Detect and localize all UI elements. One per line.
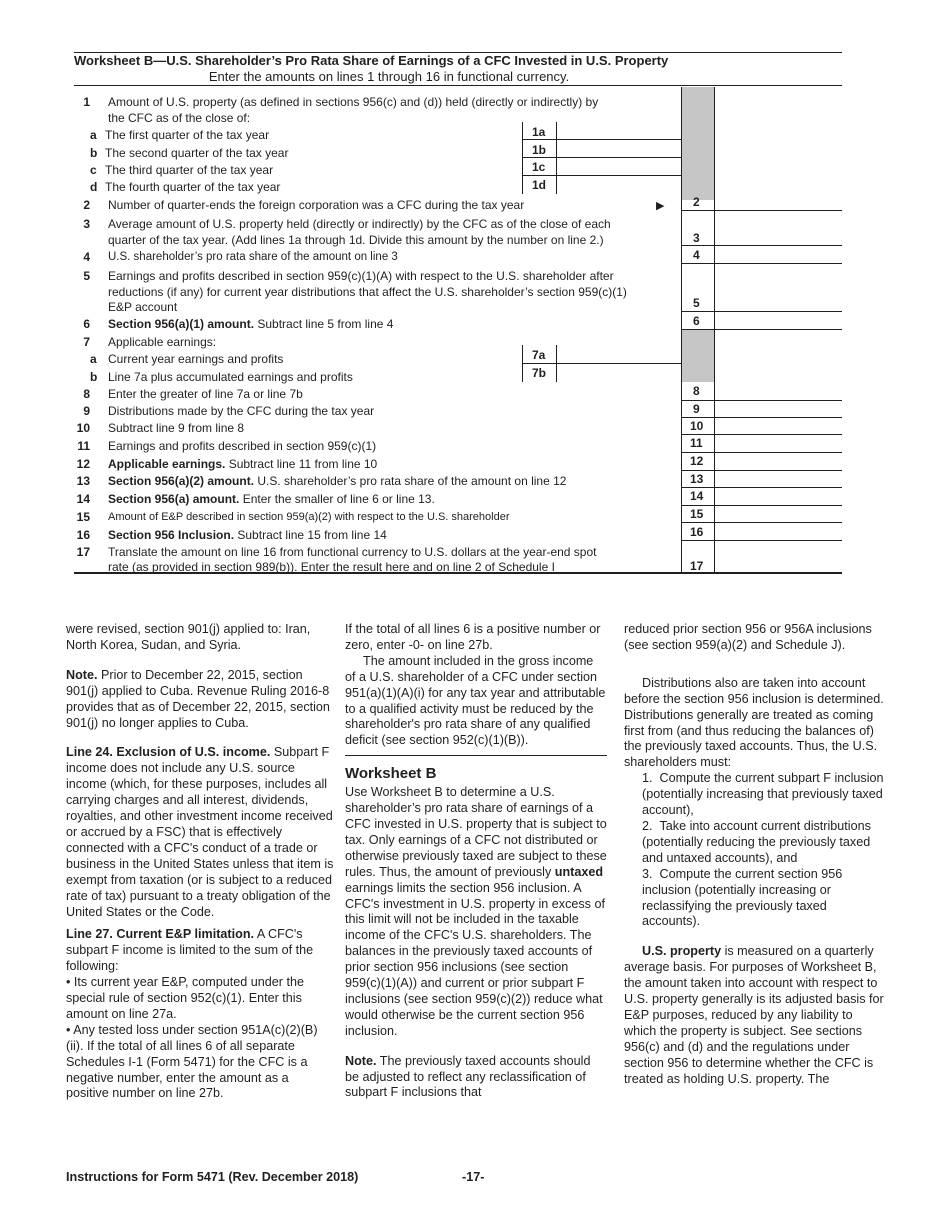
line-15-field[interactable] bbox=[715, 506, 842, 521]
box-label: 4 bbox=[693, 248, 700, 262]
box-label: 7b bbox=[532, 366, 547, 380]
line-4-field[interactable] bbox=[715, 246, 842, 262]
line-text: Section 956(a) amount. Enter the smaller of line 6 or line 13. bbox=[108, 492, 435, 506]
paragraph: reduced prior section 956 or 956A inclusions (see section 959(a)(2) and Schedule J). bbox=[624, 622, 872, 652]
line-12-field[interactable] bbox=[715, 453, 842, 469]
line-text: Earnings and profits described in section 959(c)(1) bbox=[108, 439, 377, 453]
line-text: Section 956 Inclusion. Subtract line 15 from line 14 bbox=[108, 528, 387, 542]
line-text: reductions (if any) for current year distributions that affect the U.S. shareholder’s section 959(c)(1) bbox=[108, 285, 627, 299]
line-text: Amount of U.S. property (as defined in sections 956(c) and (d)) held (directly or indirectly) by bbox=[108, 95, 599, 109]
line-text: Number of quarter-ends the foreign corporation was a CFC during the tax year bbox=[108, 198, 525, 212]
text-column-1 bbox=[66, 622, 334, 1102]
line-text: rate (as provided in section 989(b)). Enter the result here and on line 2 of Schedule I bbox=[108, 560, 555, 574]
box-label: 1d bbox=[532, 178, 547, 192]
line-text: Distributions made by the CFC during the tax year bbox=[108, 404, 375, 418]
text-column-3 bbox=[624, 622, 886, 1087]
line-text: E&P account bbox=[108, 300, 178, 314]
line-text: The fourth quarter of the tax year bbox=[105, 180, 281, 194]
line-10-field[interactable] bbox=[715, 418, 842, 433]
sub-line-letter: a bbox=[90, 128, 97, 142]
line-11-field[interactable] bbox=[715, 435, 842, 451]
line-number: 15 bbox=[76, 510, 90, 524]
line-1a-field[interactable] bbox=[557, 123, 680, 138]
box-label: 14 bbox=[690, 489, 704, 503]
line-number: 9 bbox=[83, 404, 90, 418]
box-label: 1c bbox=[532, 160, 546, 174]
shaded-area bbox=[681, 329, 714, 382]
line-2-field[interactable] bbox=[715, 188, 842, 209]
line-text: Current year earnings and profits bbox=[108, 352, 284, 366]
section-heading: Worksheet B bbox=[345, 765, 437, 783]
sub-line-letter: d bbox=[90, 180, 98, 194]
arrow-right-icon: ▶ bbox=[656, 200, 665, 212]
line-5-field[interactable] bbox=[715, 264, 842, 310]
line-16-field[interactable] bbox=[715, 523, 842, 539]
line-number: 16 bbox=[76, 528, 90, 542]
box-label: 5 bbox=[693, 296, 700, 310]
line-text: Subtract line 9 from line 8 bbox=[108, 421, 245, 435]
divider bbox=[522, 122, 523, 194]
line-text: The first quarter of the tax year bbox=[105, 128, 270, 142]
box-label: 7a bbox=[532, 348, 546, 362]
line-text: Line 7a plus accumulated earnings and profits bbox=[108, 370, 353, 384]
line-text: The second quarter of the tax year bbox=[105, 146, 289, 160]
box-label: 2 bbox=[693, 195, 700, 209]
worksheet-title: Worksheet B—U.S. Shareholder’s Pro Rata Share of Earnings of a CFC Invested in U.S. Property bbox=[74, 53, 669, 68]
worksheet-subtitle: Enter the amounts on lines 1 through 16 in functional currency. bbox=[208, 69, 570, 84]
paragraph: If the total of all lines 6 is a positive number or zero, enter -0- on line 27b. bbox=[345, 622, 601, 652]
box-label: 10 bbox=[690, 419, 704, 433]
line-number: 11 bbox=[77, 439, 90, 453]
footer-form-title: Instructions for Form 5471 (Rev. December 2018) bbox=[66, 1170, 359, 1184]
paragraph: were revised, section 901(j) applied to: Iran, North Korea, Sudan, and Syria. bbox=[66, 622, 311, 652]
shaded-area bbox=[681, 87, 714, 200]
box-label: 16 bbox=[690, 525, 704, 539]
line-number: 12 bbox=[76, 457, 90, 471]
line-17-field[interactable] bbox=[715, 541, 842, 571]
line-text: Section 956(a)(2) amount. U.S. shareholder’s pro rata share of the amount on line 12 bbox=[108, 474, 567, 488]
line-number: 6 bbox=[83, 317, 90, 331]
line-text: Applicable earnings. Subtract line 11 from line 10 bbox=[108, 457, 378, 471]
box-label: 1b bbox=[532, 143, 547, 157]
note-paragraph: Note. Prior to December 22, 2015, section 901(j) applied to Cuba. Revenue Ruling 2016-8 provides that as of December 22, 2015, section 901(j) no longer applies to Cuba. bbox=[66, 667, 330, 730]
paragraph: The amount included in the gross income of a U.S. shareholder of a CFC under section 951(a)(1)(A)(i) for any tax year and attributable to a qualified activity must be reduced by the shareholder's pro rata share of any qualified deficit (see section 952(c)(1)(B)). bbox=[345, 653, 606, 748]
line-number: 5 bbox=[83, 269, 90, 283]
line-text: Average amount of U.S. property held (directly or indirectly) by the CFC as of the close of each bbox=[108, 217, 611, 231]
line-1b-field[interactable] bbox=[557, 140, 680, 156]
list-item: 2. Take into account current distributions (potentially reducing the previously taxed and untaxed accounts), and bbox=[642, 818, 871, 865]
line-number: 1 bbox=[83, 95, 90, 109]
sub-line-letter: a bbox=[90, 352, 97, 366]
line-text: The third quarter of the tax year bbox=[105, 163, 274, 177]
line-text: U.S. shareholder’s pro rata share of the amount on line 3 bbox=[108, 251, 398, 263]
note-paragraph: Note. The previously taxed accounts should be adjusted to reflect any reclassification of subpart F inclusions that bbox=[345, 1053, 591, 1100]
line-number: 2 bbox=[83, 198, 90, 212]
bullet-icon: • bbox=[66, 975, 71, 990]
list-item: 1. Compute the current subpart F inclusion (potentially increasing that previously taxed account), bbox=[642, 771, 884, 818]
box-label: 15 bbox=[690, 507, 704, 521]
line-number: 14 bbox=[76, 492, 90, 506]
line-8-field[interactable] bbox=[715, 383, 842, 399]
divider bbox=[345, 755, 607, 756]
line-number: 17 bbox=[76, 545, 90, 559]
paragraph: Use Worksheet B to determine a U.S. shareholder’s pro rata share of earnings of a CFC invested in U.S. property that is subject to tax. Only earnings of a CFC not distributed or otherwise previously taxed are subject to these rules. Thus, the amount of previously untaxed earnings limits the section 956 inclusion. A CFC's investment in U.S. property in excess of this limit will not be included in the taxable income of the CFC's U.S. shareholders. The balances in the previously taxed accounts of prior section 956 inclusions (see section 959(c)(1)(A)) and current or prior subpart F inclusions (see section 959(c)(2)) reduce what would otherwise be the current section 956 inclusion. bbox=[345, 785, 607, 1038]
line-number: 3 bbox=[83, 217, 90, 231]
box-label: 9 bbox=[693, 402, 700, 416]
line-text: the CFC as of the close of: bbox=[108, 111, 251, 125]
line-number: 10 bbox=[76, 421, 90, 435]
box-label: 12 bbox=[690, 454, 704, 468]
box-label: 11 bbox=[690, 436, 703, 450]
line-7b-field[interactable] bbox=[557, 364, 680, 381]
line-9-field[interactable] bbox=[715, 401, 842, 416]
box-label: 13 bbox=[690, 472, 704, 486]
line-text: Applicable earnings: bbox=[108, 335, 217, 349]
line-number: 7 bbox=[83, 335, 90, 349]
box-label: 1a bbox=[532, 125, 546, 139]
bullet-icon: • bbox=[66, 1022, 71, 1037]
bullet-item: • Its current year E&P, computed under the special rule of section 952(c)(1). Enter this amount on line 27a. bbox=[66, 975, 305, 1021]
paragraph: U.S. property is measured on a quarterly average basis. For purposes of Worksheet B, the amount taken into account with respect to U.S. property generally is its adjusted basis for E&P purposes, reduced by any liability to which the property is subject. See sections 956(c) and (d) and the regulations under section 956 to determine whether the CFC is treated as holding U.S. property. The bbox=[624, 944, 884, 1086]
sub-line-letter: c bbox=[90, 163, 97, 177]
bullet-item: • Any tested loss under section 951A(c)(2)(B)(ii). If the total of all lines 6 of all separate Schedules I-1 (Form 5471) for the CFC is a negative number, enter the amount as a positive number on line 27b. bbox=[66, 1022, 318, 1101]
line-number: 8 bbox=[83, 387, 90, 401]
line-text: quarter of the tax year. (Add lines 1a through 1d. Divide this amount by the number on line 2.) bbox=[108, 233, 604, 247]
line-text: Translate the amount on line 16 from functional currency to U.S. dollars at the year-end spot bbox=[108, 545, 597, 559]
sub-line-letter: b bbox=[90, 146, 98, 160]
divider bbox=[681, 329, 842, 330]
line-number: 4 bbox=[83, 250, 90, 264]
line-24-section: Line 24. Exclusion of U.S. income. Subpart F income does not include any U.S. source income (which, for these purposes, includes all carrying charges and all interest, dividends, royalties, and other investment income received or accrued by a FSC) that is effectively connected with a CFC's conduct of a trade or business in the United States unless that item is exempt from taxation (or is subject to a reduced rate of tax) pursuant to a treaty obligation of the United States or the Code. bbox=[66, 745, 334, 919]
line-text: Earnings and profits described in section 959(c)(1)(A) with respect to the U.S. shareholder after bbox=[108, 269, 614, 283]
text-column-2 bbox=[345, 622, 607, 1101]
box-label: 6 bbox=[693, 314, 700, 328]
line-6-field[interactable] bbox=[715, 312, 842, 328]
line-1d-field[interactable] bbox=[557, 176, 680, 193]
line-7a-field[interactable] bbox=[557, 346, 680, 362]
line-1c-field[interactable] bbox=[557, 158, 680, 174]
list-item: 3. Compute the current section 956 inclusion (potentially increasing or reclassifying the previously taxed accounts). bbox=[642, 866, 843, 929]
sub-line-letter: b bbox=[90, 370, 98, 384]
line-text: Amount of E&P described in section 959(a)(2) with respect to the U.S. shareholder bbox=[108, 511, 510, 523]
page-number: -17- bbox=[462, 1170, 485, 1184]
line-text: Enter the greater of line 7a or line 7b bbox=[108, 387, 303, 401]
box-label: 3 bbox=[693, 231, 700, 245]
line-13-field[interactable] bbox=[715, 471, 842, 486]
line-14-field[interactable] bbox=[715, 488, 842, 504]
divider bbox=[74, 85, 842, 86]
line-3-field[interactable] bbox=[715, 211, 842, 244]
paragraph: Distributions also are taken into account before the section 956 inclusion is determined. Distributions generally are treated as coming first from (and thus reducing the balances of) the previously taxed accounts. Thus, the U.S. shareholders must: bbox=[624, 675, 884, 770]
line-27-section: Line 27. Current E&P limitation. A CFC's subpart F income is limited to the sum of the following: bbox=[66, 927, 314, 974]
box-label: 8 bbox=[693, 384, 700, 398]
box-label: 17 bbox=[690, 559, 704, 573]
line-number: 13 bbox=[76, 474, 90, 488]
line-text: Section 956(a)(1) amount. Subtract line 5 from line 4 bbox=[108, 317, 394, 331]
